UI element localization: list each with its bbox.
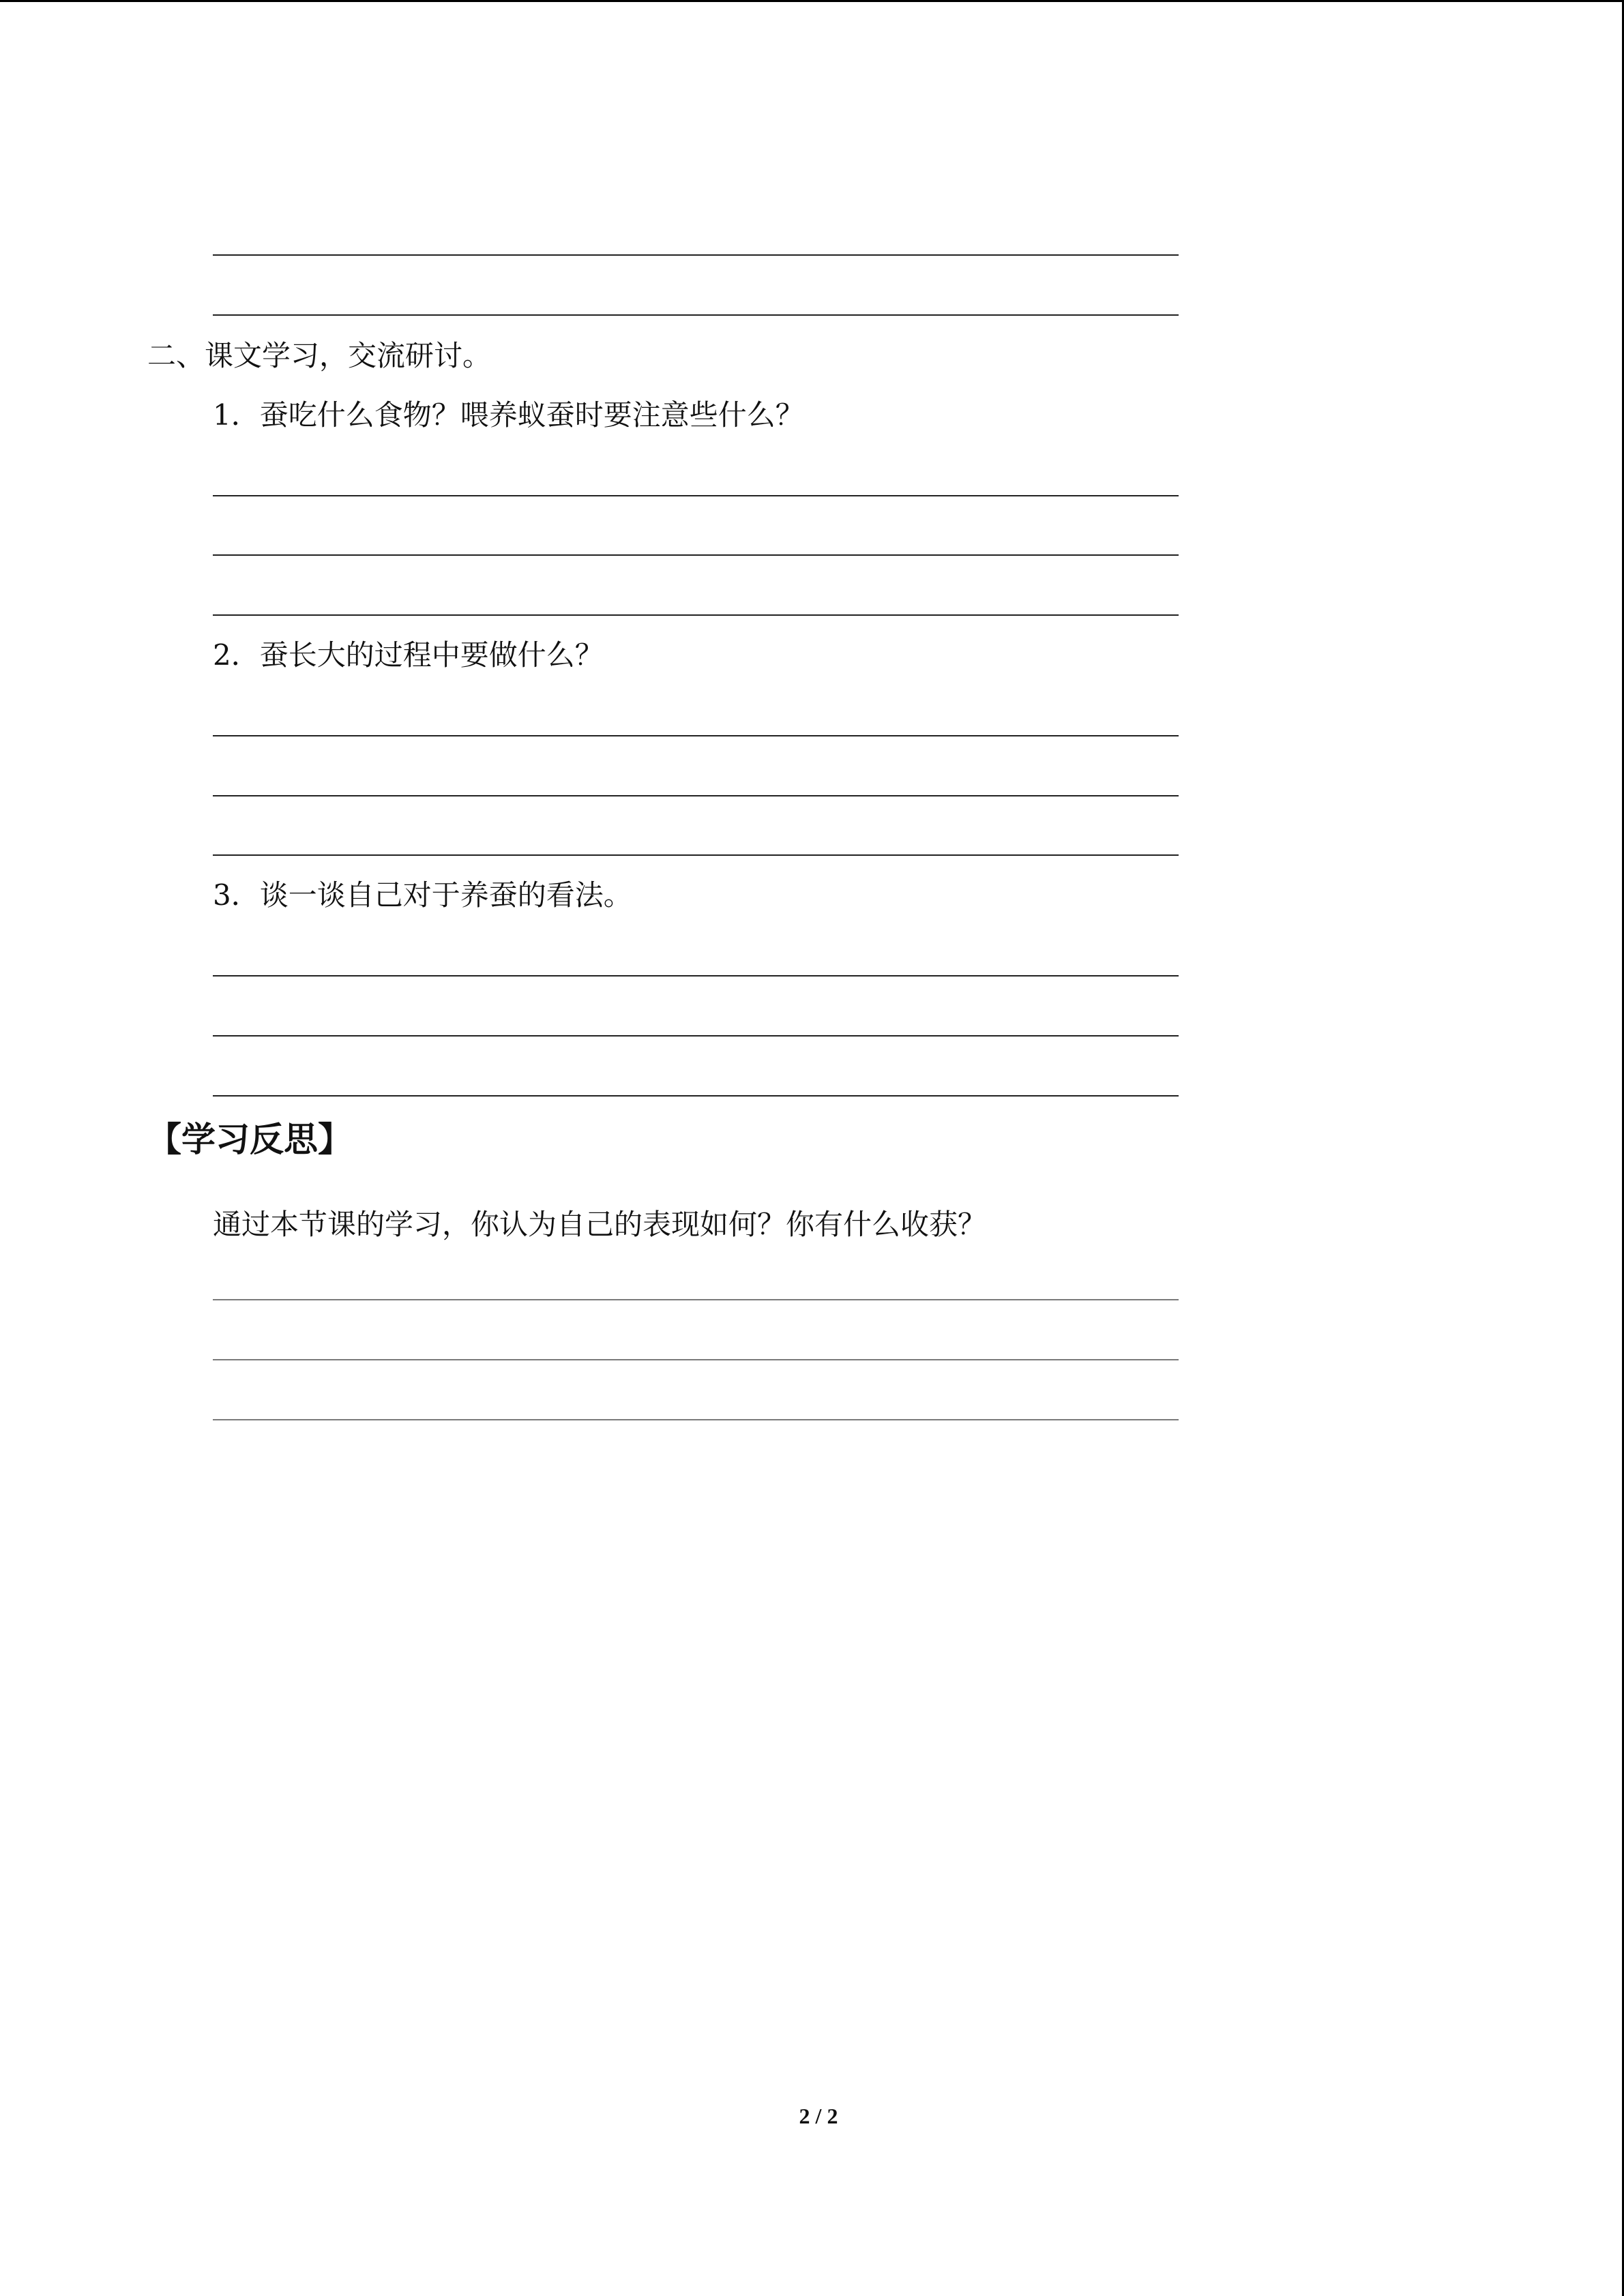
answer-line[interactable] [213,314,1179,316]
answer-line[interactable] [213,1299,1179,1300]
answer-line[interactable] [213,254,1179,256]
answer-line[interactable] [213,1035,1179,1037]
answer-line[interactable] [213,854,1179,856]
answer-line[interactable] [213,495,1179,496]
reflection-prompt: 通过本节课的学习，你认为自己的表现如何？你有什么收获？ [213,1208,987,1241]
page-number: 2 / 2 [799,2104,838,2128]
answer-line[interactable] [213,735,1179,736]
answer-line[interactable] [213,975,1179,976]
answer-line[interactable] [213,1095,1179,1097]
section-heading: 二、课文学习，交流研讨。 [147,339,492,372]
answer-line[interactable] [213,795,1179,796]
answer-line[interactable] [213,554,1179,556]
question-1: 1．蚕吃什么食物？喂养蚁蚕时要注意些什么？ [213,398,804,432]
answer-line[interactable] [213,1419,1179,1420]
answer-line[interactable] [213,614,1179,616]
question-3: 3．谈一谈自己对于养蚕的看法。 [213,878,632,912]
question-2: 2．蚕长大的过程中要做什么？ [213,638,604,672]
reflection-title: 【学习反思】 [147,1120,352,1159]
page-border-top [0,0,1624,2]
answer-line[interactable] [213,1359,1179,1360]
